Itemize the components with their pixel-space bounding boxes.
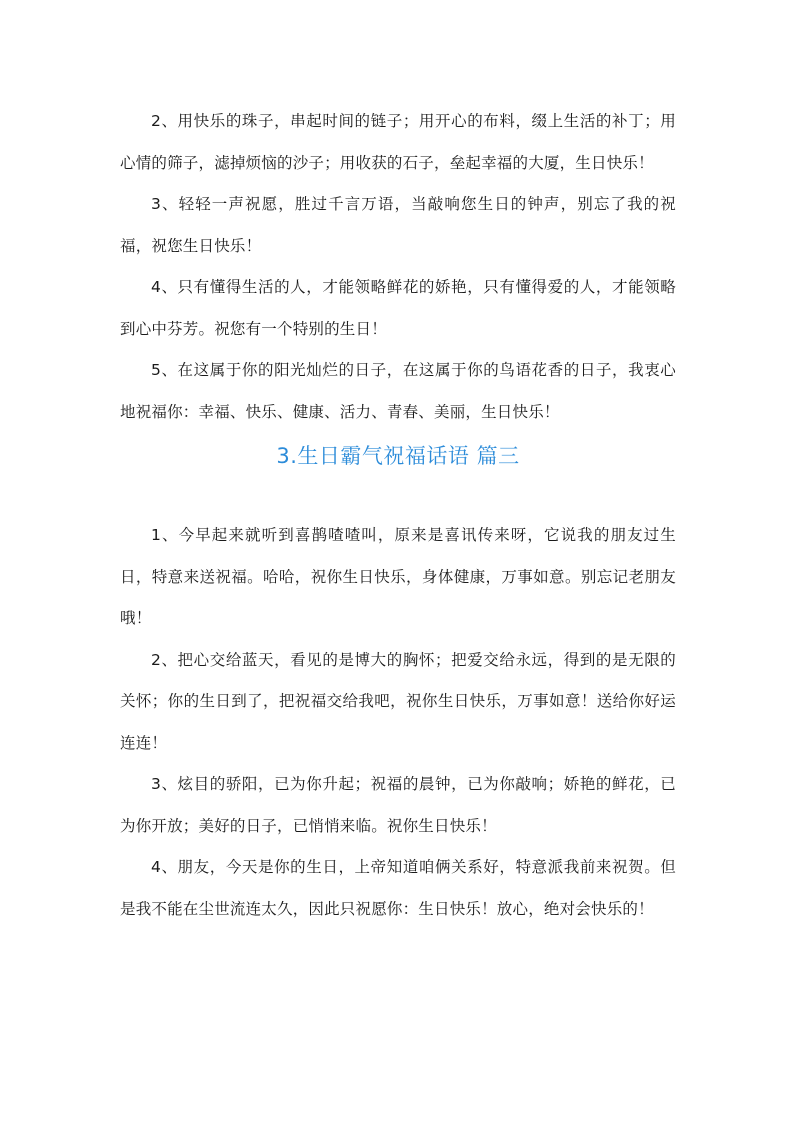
paragraph-4: 4、朋友，今天是你的生日，上帝知道咱俩关系好，特意派我前来祝贺。但是我不能在尘世流连太久，因此只祝愿你：生日快乐！放心，绝对会快乐的！: [120, 858, 676, 918]
paragraph-2: 2、用快乐的珠子，串起时间的链子；用开心的布料，缀上生活的补丁；用心情的筛子，滤掉烦恼的沙子；用收获的石子，垒起幸福的大厦，生日快乐！: [120, 112, 676, 172]
paragraph-5: 5、在这属于你的阳光灿烂的日子，在这属于你的鸟语花香的日子，我衷心地祝福你：幸福、快乐、健康、活力、青春、美丽，生日快乐！: [120, 361, 676, 421]
paragraph-2: 2、把心交给蓝天，看见的是博大的胸怀；把爱交给永远，得到的是无限的关怀；你的生日到了，把祝福交给我吧，祝你生日快乐，万事如意！送给你好运连连！: [120, 650, 676, 752]
section-heading: 3.生日霸气祝福话语 篇三: [276, 444, 520, 468]
heading-spacer: [120, 479, 676, 515]
paragraph-4: 4、只有懂得生活的人，才能领略鲜花的娇艳，只有懂得爱的人，才能领略到心中芬芳。祝您有一个特别的生日！: [120, 278, 676, 338]
paragraph-1: 1、今早起来就听到喜鹊喳喳叫，原来是喜讯传来呀，它说我的朋友过生日，特意来送祝福。哈哈，祝你生日快乐，身体健康，万事如意。别忘记老朋友哦！: [120, 526, 676, 627]
paragraph-3: 3、轻轻一声祝愿，胜过千言万语，当敲响您生日的钟声，别忘了我的祝福，祝您生日快乐！: [120, 195, 676, 255]
document-body: [120, 101, 676, 930]
paragraph-3: 3、炫目的骄阳，已为你升起；祝福的晨钟，已为你敲响；娇艳的鲜花，已为你开放；美好的日子，已悄悄来临。祝你生日快乐！: [120, 775, 676, 835]
